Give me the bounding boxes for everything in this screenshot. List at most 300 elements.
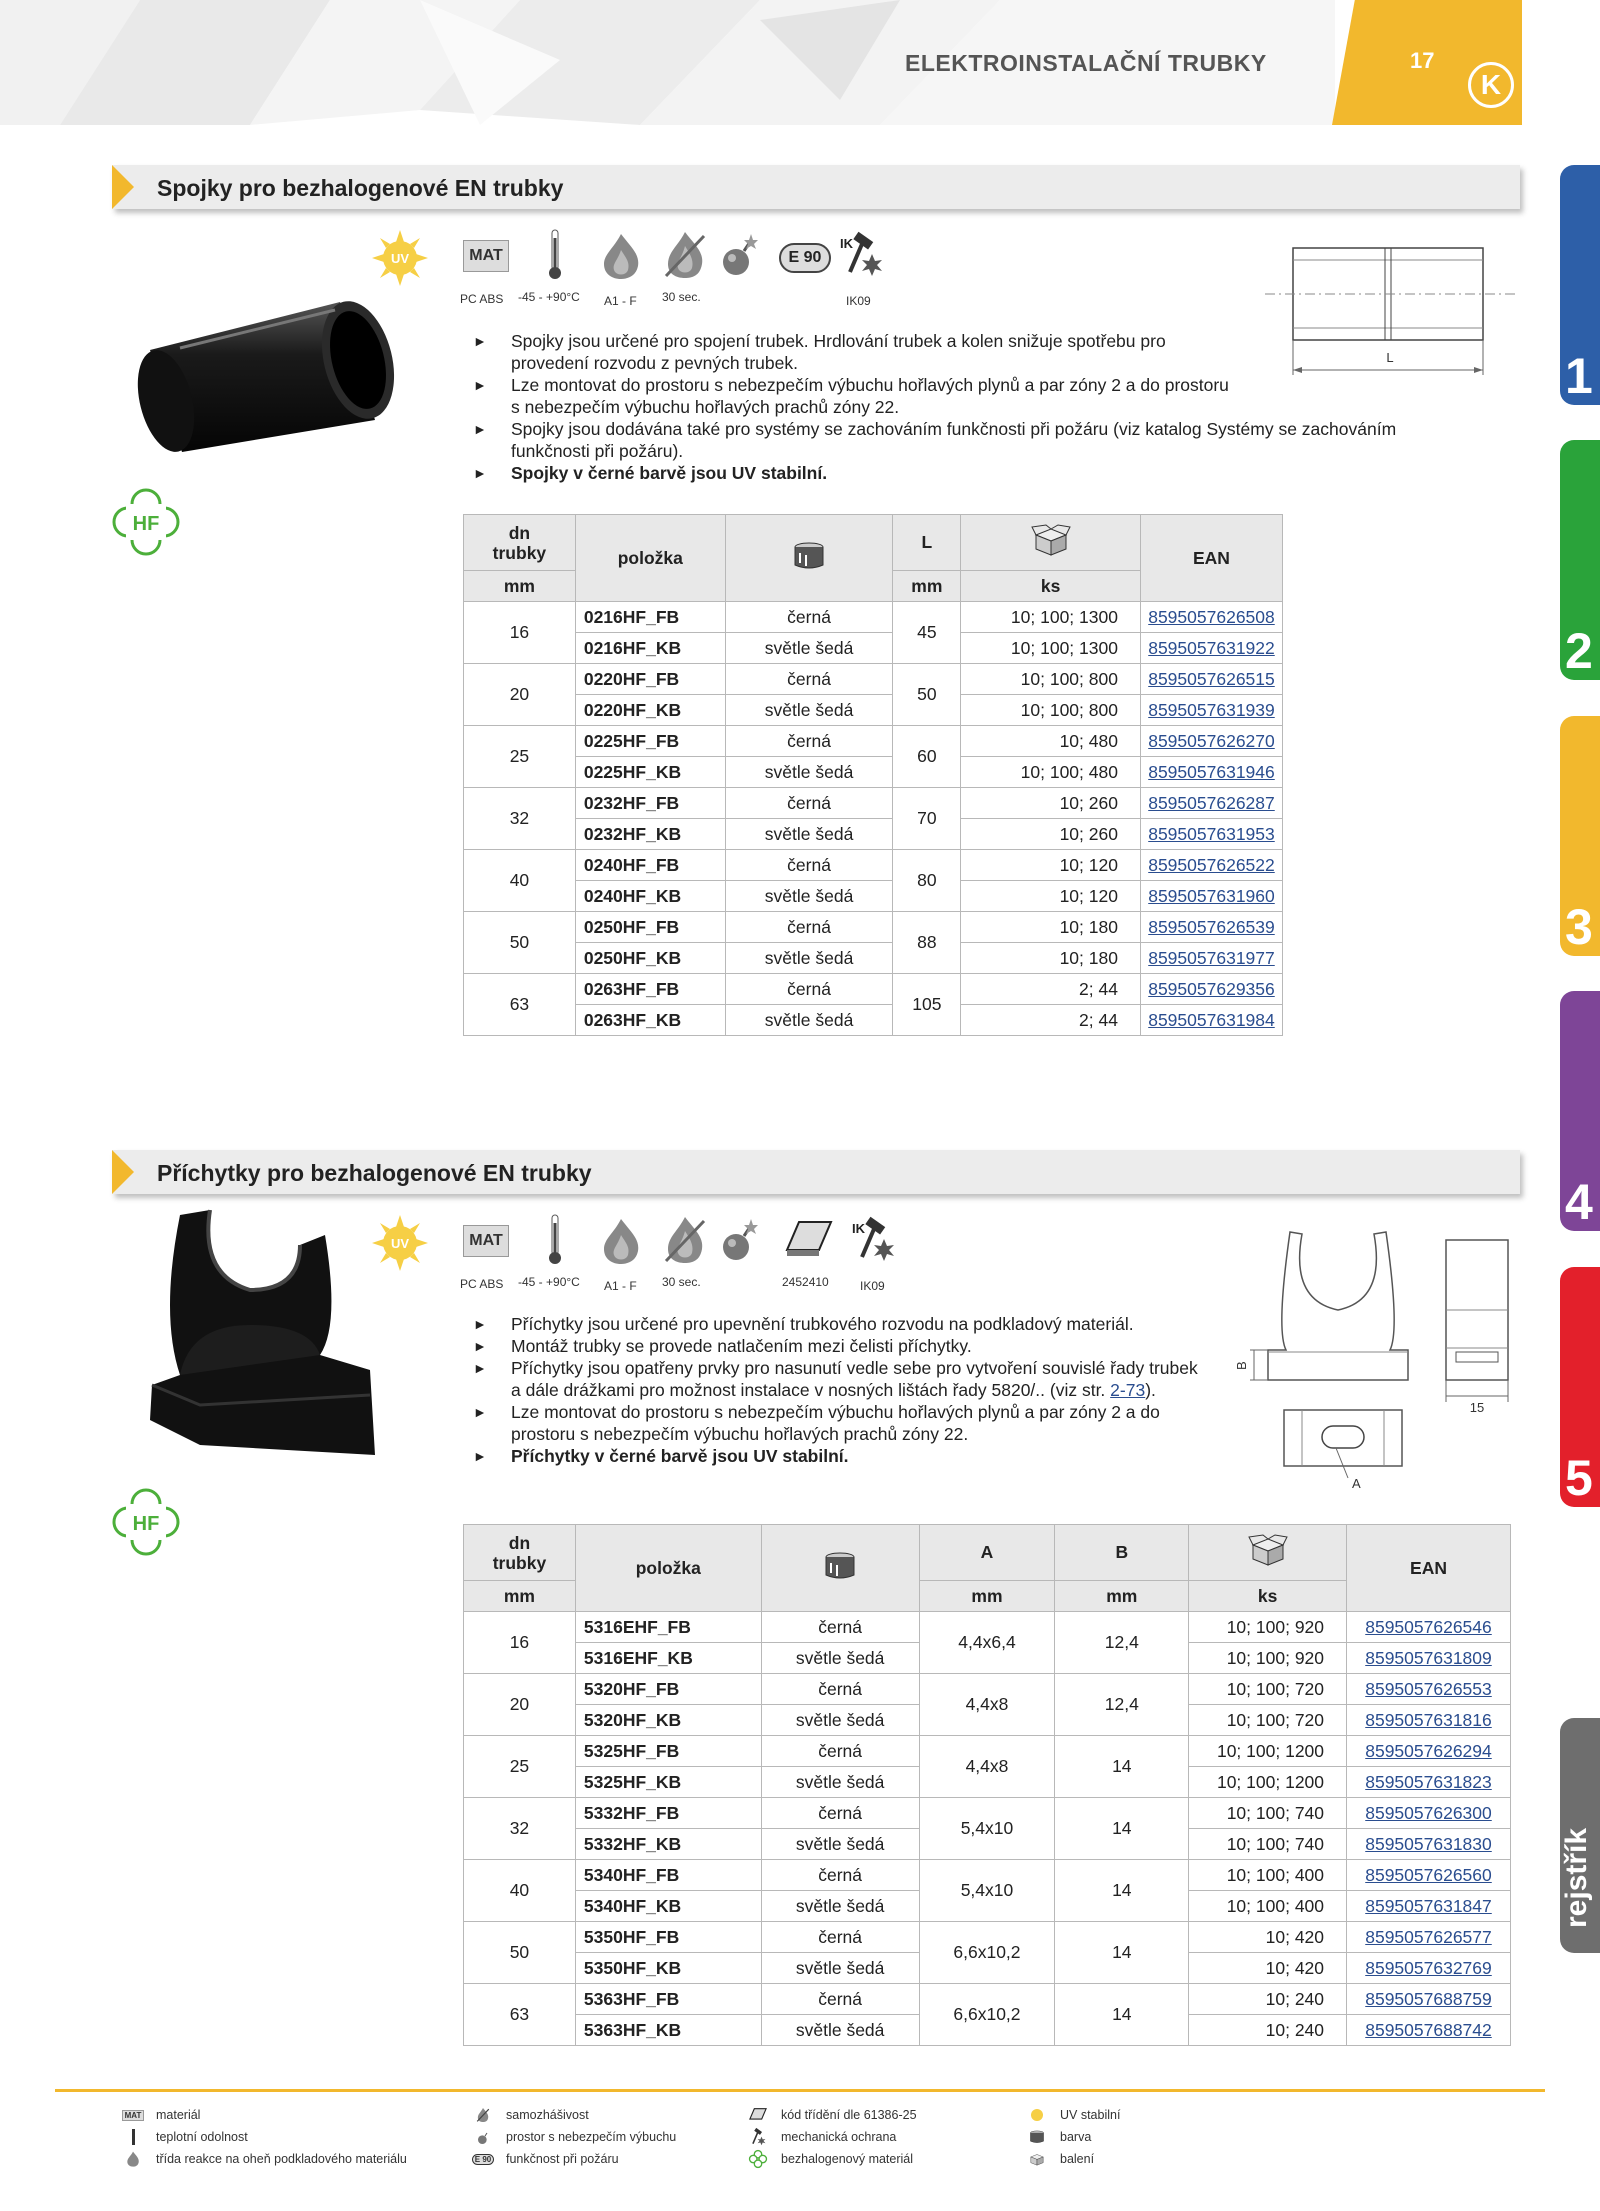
table-row (464, 633, 1283, 664)
cell-ks: 10; 100; 800 (961, 664, 1141, 695)
cell-ks: 10; 240 (1189, 2015, 1347, 2046)
cell-item: 5350HF_KB (575, 1953, 761, 1984)
table-row (464, 788, 1283, 819)
icon-caption-class: A1 - F (604, 1279, 637, 1293)
thermometer-icon (132, 2129, 135, 2145)
cell-dn: 32 (464, 788, 576, 850)
bullet-item: ► Spojky v černé barvě jsou UV stabilní. (473, 463, 828, 483)
cell-ks: 10; 260 (961, 819, 1141, 850)
e90-icon: E 90 (779, 243, 831, 273)
cell-ks: 10; 100; 720 (1189, 1674, 1347, 1705)
ean-link[interactable]: 8595057632769 (1365, 1957, 1492, 1978)
col-B: B (1055, 1525, 1189, 1581)
icon-caption-ik: IK09 (846, 294, 871, 308)
table-row (464, 757, 1283, 788)
legend-item: kód třídění dle 61386-25 (745, 2106, 917, 2124)
cell-ean (1347, 1922, 1511, 1953)
cell-ean (1347, 1984, 1511, 2015)
cell-ks: 10; 180 (961, 912, 1141, 943)
ean-link[interactable]: 8595057631922 (1148, 637, 1275, 658)
paint-icon (823, 1551, 857, 1581)
cell-dn: 25 (464, 726, 576, 788)
cell-color: černá (761, 1922, 919, 1953)
hammer-icon (749, 2128, 767, 2146)
table-row (464, 1736, 1511, 1767)
svg-text:A: A (1352, 1476, 1361, 1491)
cell-ean (1347, 1767, 1511, 1798)
ean-link[interactable]: 8595057626560 (1365, 1864, 1492, 1885)
hf-icon (112, 1488, 180, 1556)
mat-icon: MAT (122, 2110, 145, 2121)
bullet-item: ► Příchytky v černé barvě jsou UV stabilní. (473, 1446, 849, 1466)
col-item: položka (575, 1525, 761, 1612)
legend-item: třída reakce na oheň podkladového materiálu (120, 2150, 407, 2168)
icon-caption-mat: PC ABS (460, 292, 504, 306)
col-L: L (893, 515, 961, 571)
cell-ean (1140, 633, 1282, 664)
cell-A: 6,6x10,2 (919, 1984, 1055, 2046)
bomb-icon (476, 2129, 490, 2145)
cell-B: 12,4 (1055, 1612, 1189, 1674)
cell-ean (1347, 1705, 1511, 1736)
cell-A: 4,4x6,4 (919, 1612, 1055, 1674)
cell-B: 14 (1055, 1798, 1189, 1860)
section1-title: Spojky pro bezhalogenové EN trubky (157, 175, 564, 201)
cell-ean (1347, 1643, 1511, 1674)
table-row (464, 1922, 1511, 1953)
cell-color: černá (761, 1984, 919, 2015)
table-row (464, 1798, 1511, 1829)
bullet-item: ► Příchytky jsou určené pro upevnění trubkového rozvodu na podkladový materiál. (473, 1314, 1134, 1334)
cell-ks: 10; 100; 740 (1189, 1829, 1347, 1860)
ean-link[interactable]: 8595057631823 (1365, 1771, 1492, 1792)
cell-ks: 10; 100; 720 (1189, 1705, 1347, 1736)
cell-dn: 50 (464, 1922, 576, 1984)
cell-color: světle šedá (761, 1953, 919, 1984)
svg-text:15: 15 (1469, 1400, 1485, 1415)
cell-color: černá (761, 1674, 919, 1705)
cell-ks: 10; 100; 400 (1189, 1891, 1347, 1922)
icon-caption-mat: PC ABS (460, 1277, 504, 1291)
cell-ean (1140, 757, 1282, 788)
cell-ean (1140, 664, 1282, 695)
table-row (464, 943, 1283, 974)
flame-icon (600, 232, 642, 280)
bullet-item: ► Spojky jsou dodávána také pro systémy se zachováním funkčnosti při požáru (viz katalog Systémy se zachováním funkčnosti při požáru). (473, 419, 1397, 461)
cell-ean (1140, 1005, 1282, 1036)
cell-ks: 10; 120 (961, 881, 1141, 912)
cell-dn: 25 (464, 1736, 576, 1798)
cell-color: světle šedá (725, 757, 893, 788)
cell-ean (1347, 1798, 1511, 1829)
footer-divider (55, 2089, 1545, 2092)
bomb-icon (718, 230, 758, 278)
cell-item: 5320HF_KB (575, 1705, 761, 1736)
cell-dn: 16 (464, 602, 576, 664)
cell-ks: 10; 420 (1189, 1953, 1347, 1984)
svg-text:B: B (1234, 1361, 1249, 1370)
page-number: 17 (1410, 48, 1435, 73)
section2-title: Příchytky pro bezhalogenové EN trubky (157, 1160, 592, 1186)
cell-color: černá (725, 602, 893, 633)
ean-link[interactable]: 8595057631953 (1148, 823, 1275, 844)
hammer-icon (852, 1217, 898, 1263)
cell-color: světle šedá (725, 881, 893, 912)
cell-L: 50 (893, 664, 961, 726)
table-row (464, 1674, 1511, 1705)
cell-item: 0220HF_KB (575, 695, 725, 726)
cell-A: 6,6x10,2 (919, 1922, 1055, 1984)
table-row (464, 974, 1283, 1005)
cell-item: 5332HF_FB (575, 1798, 761, 1829)
cell-L: 88 (893, 912, 961, 974)
cell-item: 5363HF_KB (575, 2015, 761, 2046)
table-row (464, 1984, 1511, 2015)
ean-link[interactable]: 8595057631960 (1148, 885, 1275, 906)
cell-dn: 20 (464, 664, 576, 726)
section2-title-band (112, 1150, 1520, 1194)
ean-link[interactable]: 8595057626546 (1365, 1616, 1492, 1637)
cell-dn: 40 (464, 850, 576, 912)
icon-caption-code: 2452410 (782, 1275, 829, 1289)
cell-B: 14 (1055, 1984, 1189, 2046)
cell-A: 4,4x8 (919, 1736, 1055, 1798)
cell-ean (1140, 788, 1282, 819)
bullet-item: ► Lze montovat do prostoru s nebezpečím výbuchu hořlavých plynů a par zóny 2 a do prostoru s nebezpečím výbuchu hořlavých prachů zóny 22. (473, 1402, 1160, 1444)
cell-color: černá (725, 974, 893, 1005)
ean-link[interactable]: 8595057688742 (1365, 2019, 1492, 2040)
cell-L: 105 (893, 974, 961, 1036)
cell-ean (1140, 726, 1282, 757)
box-icon (1030, 523, 1072, 557)
clip-table: dn trubky položka A B EAN mm mm mm ks 16 5316EHF_FB černá 4,4x6,4 12,4 10; 100; 920 8595057626546 5316EHF_KB světle šedá 10; 100; 920 8595057631809 20 5320HF_FB černá 4,4x8 12,4 10; 100; 720 8595057626553 5320HF_KB světle šedá 10; 100; 720 8595057631816 25 5325HF_FB černá 4,4x8 14 10; 100; 1200 8595057626294 5325HF_KB světle šedá 10; 100; 1200 8595057631823 32 5332HF_FB černá 5,4x10 14 10; 100; 740 8595057626300 5332HF_KB světle šedá 10; 100; 740 8595057631830 40 5340HF_FB černá 5,4x10 14 10; 100; 400 8595057626560 5340HF_KB světle šedá 10; 100; 400 8595057631847 50 5350HF_FB černá 6,6x10,2 14 10; 420 8595057626577 5350HF_KB světle šedá 10; 420 8595057632769 63 5363HF_FB černá 6,6x10,2 14 10; 240 8595057688759 5363HF_KB světle šedá 10; 240 8595057688742 (463, 1524, 1511, 2046)
legend-item: teplotní odolnost (120, 2128, 248, 2146)
cell-item: 5325HF_KB (575, 1767, 761, 1798)
cell-ks: 10; 100; 1200 (1189, 1736, 1347, 1767)
cell-L: 60 (893, 726, 961, 788)
sun-icon (1028, 2106, 1046, 2124)
cell-B: 14 (1055, 1736, 1189, 1798)
svg-text:L: L (1386, 350, 1394, 365)
table-row (464, 664, 1283, 695)
legend-item: MAT materiál (120, 2106, 200, 2124)
ean-link[interactable]: 8595057631830 (1365, 1833, 1492, 1854)
cell-ks: 10; 180 (961, 943, 1141, 974)
cell-ean (1140, 695, 1282, 726)
legend-item: UV stabilní (1024, 2106, 1120, 2124)
ean-link[interactable]: 8595057626522 (1148, 854, 1275, 875)
cell-color: světle šedá (761, 2015, 919, 2046)
ean-link[interactable]: 8595057631984 (1148, 1009, 1275, 1030)
e90-icon: E 90 (472, 2154, 494, 2165)
cell-item: 5316EHF_KB (575, 1643, 761, 1674)
cell-ean (1347, 1612, 1511, 1643)
col-ean: EAN (1347, 1525, 1511, 1612)
code-icon (785, 1220, 833, 1258)
thermometer-icon (548, 228, 562, 280)
ean-link[interactable]: 8595057631847 (1365, 1895, 1492, 1916)
cell-A: 5,4x10 (919, 1798, 1055, 1860)
legend-item: samozhášivost (470, 2106, 589, 2124)
cell-ean (1140, 943, 1282, 974)
legend-item: prostor s nebezpečím výbuchu (470, 2128, 676, 2146)
cell-color: světle šedá (761, 1891, 919, 1922)
icon-caption-temp: -45 - +90°C (518, 1275, 580, 1289)
cell-color: světle šedá (725, 695, 893, 726)
cell-color: černá (725, 726, 893, 757)
cell-item: 0225HF_KB (575, 757, 725, 788)
coupler-product-image (120, 290, 410, 460)
cell-ks: 10; 100; 920 (1189, 1612, 1347, 1643)
ean-link[interactable]: 8595057631977 (1148, 947, 1275, 968)
ean-link[interactable]: 8595057626577 (1365, 1926, 1492, 1947)
cell-color: světle šedá (761, 1643, 919, 1674)
col-color (725, 515, 893, 602)
cell-item: 0220HF_FB (575, 664, 725, 695)
table-row (464, 695, 1283, 726)
section1-bullets (473, 330, 1473, 484)
cell-ean (1140, 602, 1282, 633)
col-A: A (919, 1525, 1055, 1581)
cell-dn: 20 (464, 1674, 576, 1736)
cell-ean (1347, 1860, 1511, 1891)
cell-L: 70 (893, 788, 961, 850)
col-ks (961, 515, 1141, 571)
cell-item: 5320HF_FB (575, 1674, 761, 1705)
paint-icon (792, 541, 826, 571)
icon-caption-temp: -45 - +90°C (518, 290, 580, 304)
cell-ks: 10; 120 (961, 850, 1141, 881)
side-tab-5[interactable]: 5 (1560, 1267, 1600, 1507)
cell-color: světle šedá (761, 1705, 919, 1736)
mat-icon: MAT (463, 240, 509, 272)
cell-item: 0263HF_FB (575, 974, 725, 1005)
table-row (464, 1612, 1511, 1643)
cell-item: 0250HF_KB (575, 943, 725, 974)
mat-icon: MAT (463, 1225, 509, 1257)
cell-dn: 63 (464, 974, 576, 1036)
cell-dn: 40 (464, 1860, 576, 1922)
cell-item: 5325HF_FB (575, 1736, 761, 1767)
bullet-item: ► Příchytky jsou opatřeny prvky pro nasunutí vedle sebe pro vytvoření souvislé řady trubek a dále drážkami pro možnost instalace v nosných lištách řady 5820/.. (viz str. 2-73). (473, 1358, 1198, 1400)
cell-dn: 50 (464, 912, 576, 974)
side-tab-index[interactable]: rejstřík (1560, 1718, 1600, 1953)
cell-color: světle šedá (761, 1829, 919, 1860)
thermometer-icon (548, 1213, 562, 1265)
side-tab-3[interactable]: 3 (1560, 716, 1600, 956)
self-extinguish-icon (662, 230, 708, 280)
cell-dn: 32 (464, 1798, 576, 1860)
cell-ks: 2; 44 (961, 1005, 1141, 1036)
side-tab-2[interactable]: 2 (1560, 440, 1600, 680)
section2-bullets (473, 1313, 1253, 1467)
bullet-item: ► Montáž trubky se provede natlačením mezi čelisti příchytky. (473, 1336, 972, 1356)
cell-dn: 16 (464, 1612, 576, 1674)
legend-item: balení (1024, 2150, 1094, 2168)
clip-product-image (140, 1205, 380, 1465)
cell-item: 5340HF_KB (575, 1891, 761, 1922)
col-dn: dn trubky (464, 515, 576, 571)
cell-dn: 63 (464, 1984, 576, 2046)
cell-item: 0240HF_FB (575, 850, 725, 881)
cell-item: 5316EHF_FB (575, 1612, 761, 1643)
ean-link[interactable]: 8595057626515 (1148, 668, 1275, 689)
svg-text:HF: HF (132, 1513, 160, 1535)
cell-ks: 10; 240 (1189, 1984, 1347, 2015)
cell-ks: 10; 100; 1300 (961, 602, 1141, 633)
cell-A: 4,4x8 (919, 1674, 1055, 1736)
ean-link[interactable]: 8595057631816 (1365, 1709, 1492, 1730)
cell-item: 0216HF_KB (575, 633, 725, 664)
side-tab-1[interactable]: 1 (1560, 165, 1600, 405)
sun-icon (370, 228, 430, 288)
hammer-icon (840, 232, 886, 278)
cell-item: 0225HF_FB (575, 726, 725, 757)
self-extinguish-icon (662, 1215, 708, 1265)
icon-caption-self-ext: 30 sec. (662, 1275, 701, 1289)
cell-color: černá (725, 788, 893, 819)
cell-ks: 10; 100; 740 (1189, 1798, 1347, 1829)
header-title: ELEKTROINSTALAČNÍ TRUBKY (905, 50, 1267, 76)
cell-color: černá (725, 664, 893, 695)
cell-ks: 10; 100; 800 (961, 695, 1141, 726)
cell-B: 14 (1055, 1860, 1189, 1922)
col-ean: EAN (1140, 515, 1282, 602)
bomb-icon (718, 1215, 758, 1263)
flame-icon (126, 2151, 140, 2167)
cell-ks: 10; 260 (961, 788, 1141, 819)
svg-text:HF: HF (132, 513, 160, 535)
cell-item: 5363HF_FB (575, 1984, 761, 2015)
clip-dimension-diagram (1234, 1230, 1525, 1491)
col-ks (1189, 1525, 1347, 1581)
cell-item: 5340HF_FB (575, 1860, 761, 1891)
cell-color: černá (725, 850, 893, 881)
cell-color: černá (761, 1736, 919, 1767)
table-row (464, 726, 1283, 757)
cell-item: 5350HF_FB (575, 1922, 761, 1953)
cell-ean (1140, 974, 1282, 1005)
cell-A: 5,4x10 (919, 1860, 1055, 1922)
legend-item: E 90 funkčnost při požáru (470, 2150, 619, 2168)
bullet-item: ► Spojky jsou určené pro spojení trubek. Hrdlování trubek a kolen snižuje spotřebu pro provedení rozvodu z pevných trubek. (473, 331, 1166, 373)
bullet-item: ► Lze montovat do prostoru s nebezpečím výbuchu hořlavých plynů a par zóny 2 a do prostoru s nebezpečím výbuchu hořlavých prachů zóny 22. (473, 375, 1229, 417)
cell-ks: 10; 100; 480 (961, 757, 1141, 788)
cell-color: světle šedá (725, 819, 893, 850)
ean-link[interactable]: 8595057626287 (1148, 792, 1275, 813)
paint-icon (1029, 2130, 1045, 2144)
hf-icon (112, 488, 180, 556)
cell-color: černá (761, 1860, 919, 1891)
cell-ean (1347, 2015, 1511, 2046)
box-icon (1247, 1533, 1289, 1567)
col-color (761, 1525, 919, 1612)
cell-color: černá (761, 1798, 919, 1829)
cell-L: 80 (893, 850, 961, 912)
legend-item: mechanická ochrana (745, 2128, 896, 2146)
cell-ean (1140, 912, 1282, 943)
cell-color: světle šedá (725, 633, 893, 664)
cell-ean (1347, 1736, 1511, 1767)
ean-link[interactable]: 8595057631809 (1365, 1647, 1492, 1668)
table-row (464, 850, 1283, 881)
cell-ean (1140, 881, 1282, 912)
cell-ks: 10; 100; 920 (1189, 1643, 1347, 1674)
hf-icon (749, 2150, 767, 2168)
legend-item: bezhalogenový materiál (745, 2150, 913, 2168)
svg-text:UV: UV (390, 251, 410, 266)
cell-ks: 10; 480 (961, 726, 1141, 757)
cell-color: černá (761, 1612, 919, 1643)
cell-color: světle šedá (725, 1005, 893, 1036)
self-extinguish-icon (476, 2107, 490, 2123)
cell-item: 0216HF_FB (575, 602, 725, 633)
page-reference-link[interactable]: 2-73 (1110, 1380, 1146, 1400)
cell-item: 0232HF_FB (575, 788, 725, 819)
table-row (464, 1005, 1283, 1036)
col-item: položka (575, 515, 725, 602)
ean-link[interactable]: 8595057626539 (1148, 916, 1275, 937)
cell-L: 45 (893, 602, 961, 664)
box-icon (1028, 2152, 1046, 2166)
ean-link[interactable]: 8595057626553 (1365, 1678, 1492, 1699)
ean-link[interactable]: 8595057688759 (1365, 1988, 1492, 2009)
cell-B: 14 (1055, 1922, 1189, 1984)
cell-color: světle šedá (725, 943, 893, 974)
table-row (464, 819, 1283, 850)
cell-ks: 10; 100; 400 (1189, 1860, 1347, 1891)
icon-caption-class: A1 - F (604, 294, 637, 308)
cell-item: 0232HF_KB (575, 819, 725, 850)
legend-item: barva (1024, 2128, 1091, 2146)
cell-ean (1140, 850, 1282, 881)
svg-text:UV: UV (390, 1236, 410, 1251)
ean-link[interactable]: 8595057631939 (1148, 699, 1275, 720)
ean-link[interactable]: 8595057626270 (1148, 730, 1275, 751)
svg-text:IK: IK (840, 236, 853, 251)
svg-text:IK: IK (852, 1221, 865, 1236)
table-row (464, 881, 1283, 912)
table-row (464, 912, 1283, 943)
cell-item: 0250HF_FB (575, 912, 725, 943)
brand-logo: K (1468, 62, 1514, 108)
side-tab-4[interactable]: 4 (1560, 991, 1600, 1231)
cell-ks: 10; 100; 1200 (1189, 1767, 1347, 1798)
cell-ean (1347, 1829, 1511, 1860)
section1-title-band (112, 165, 1520, 209)
cell-ks: 10; 100; 1300 (961, 633, 1141, 664)
cell-B: 12,4 (1055, 1674, 1189, 1736)
cell-item: 5332HF_KB (575, 1829, 761, 1860)
ean-link[interactable]: 8595057626294 (1365, 1740, 1492, 1761)
table-row (464, 602, 1283, 633)
cell-ean (1347, 1953, 1511, 1984)
cell-ks: 2; 44 (961, 974, 1141, 1005)
code-icon (749, 2108, 767, 2122)
col-dn: dn trubky (464, 1525, 576, 1581)
cell-ean (1347, 1674, 1511, 1705)
cell-color: světle šedá (761, 1767, 919, 1798)
flame-icon (600, 1217, 642, 1265)
ean-link[interactable]: 8595057629356 (1148, 978, 1275, 999)
table-row (464, 1860, 1511, 1891)
coupler-table: dn trubky položka L EAN mm mm ks 16 0216HF_FB černá 45 10; 100; 1300 8595057626508 0216HF_KB světle šedá 10; 100; 1300 8595057631922 20 0220HF_FB černá 50 10; 100; 800 8595057626515 0220HF_KB světle šedá 10; 100; 800 8595057631939 25 0225HF_FB černá 60 10; 480 8595057626270 0225HF_KB světle šedá 10; 100; 480 8595057631946 32 0232HF_FB černá 70 10; 260 8595057626287 0232HF_KB světle šedá 10; 260 8595057631953 40 0240HF_FB černá 80 10; 120 8595057626522 0240HF_KB světle šedá 10; 120 8595057631960 50 0250HF_FB černá 88 10; 180 8595057626539 0250HF_KB světle šedá 10; 180 8595057631977 63 0263HF_FB černá 105 2; 44 8595057629356 0263HF_KB světle šedá 2; 44 8595057631984 (463, 514, 1283, 1036)
ean-link[interactable]: 8595057626508 (1148, 606, 1275, 627)
cell-ean (1347, 1891, 1511, 1922)
icon-caption-self-ext: 30 sec. (662, 290, 701, 304)
ean-link[interactable]: 8595057626300 (1365, 1802, 1492, 1823)
ean-link[interactable]: 8595057631946 (1148, 761, 1275, 782)
